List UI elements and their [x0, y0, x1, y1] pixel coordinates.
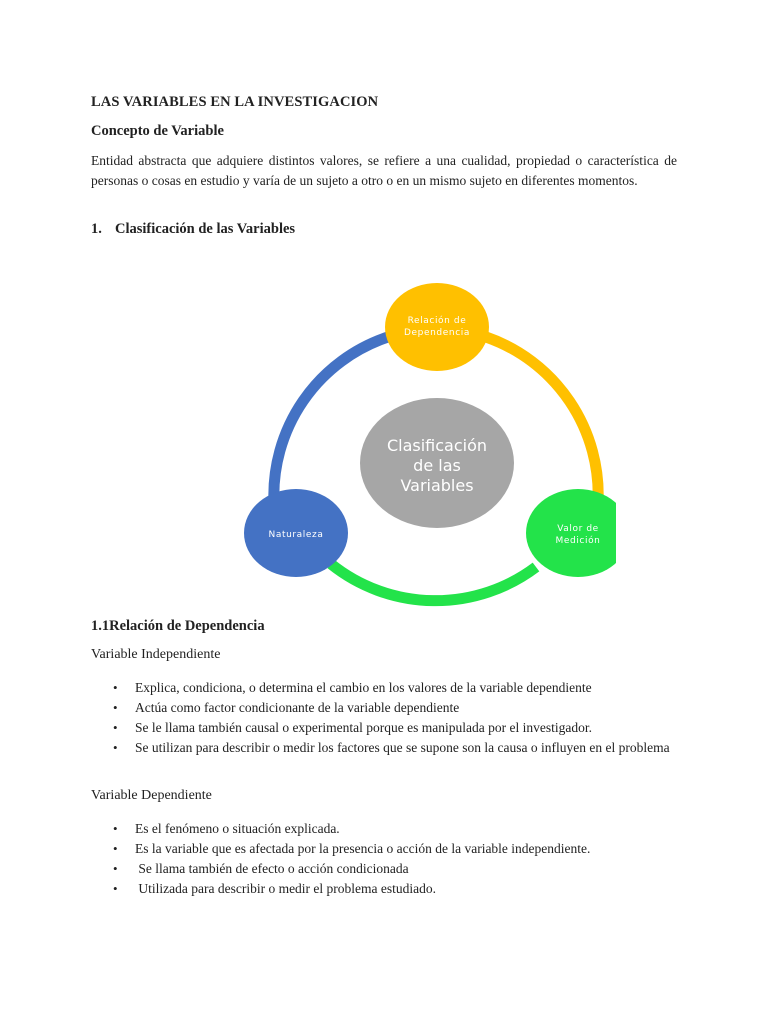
bullet-icon: • — [113, 861, 118, 876]
list-item — [91, 859, 677, 879]
list-item-text: Utilizada para describir o medir el problema estudiado. — [135, 881, 437, 896]
list-item — [91, 678, 677, 698]
section-1-heading — [91, 221, 295, 238]
bullet-icon: • — [113, 841, 118, 856]
list-item — [91, 718, 677, 738]
list-item-text: Se utilizan para describir o medir los factores que se supone son la causa o influyen en el problema — [135, 740, 670, 755]
independent-bullet-list — [91, 678, 677, 758]
list-item-text: Explica, condiciona, o determina el cambio en los valores de la variable dependiente — [135, 680, 592, 695]
bullet-icon: • — [113, 680, 118, 695]
independent-variable-label: Variable Independiente — [91, 647, 221, 662]
concept-heading: Concepto de Variable — [91, 123, 224, 139]
list-item — [91, 879, 677, 899]
list-item-text: Es el fenómeno o situación explicada. — [135, 821, 340, 836]
bullet-icon: • — [113, 881, 118, 896]
list-item — [91, 738, 677, 758]
list-item — [91, 819, 677, 839]
node-right-label-line1: Valor de — [557, 524, 599, 534]
node-relacion-dependencia — [385, 283, 489, 371]
document-title: LAS VARIABLES EN LA INVESTIGACION — [91, 94, 379, 110]
section-1-number: 1. — [91, 221, 102, 237]
bullet-icon: • — [113, 700, 118, 715]
arc-right-to-left — [331, 564, 536, 601]
node-right-label-line2: Medición — [555, 536, 601, 546]
list-item-text: Actúa como factor condicionante de la variable dependiente — [135, 700, 460, 715]
bullet-icon: • — [113, 821, 118, 836]
classification-cycle-diagram — [236, 277, 616, 607]
concept-paragraph: Entidad abstracta que adquiere distintos valores, se refiere a una cualidad, propiedad o característica de personas o cosas en estudio y varía de un sujeto a otro o en un mismo sujeto en diferentes momentos. — [91, 153, 677, 188]
bullet-icon: • — [113, 720, 118, 735]
list-item-text: Se le llama también causal o experimental porque es manipulada por el investigador. — [135, 720, 592, 735]
dependent-bullet-list — [91, 819, 677, 899]
center-label-line1: Clasificación — [386, 436, 488, 455]
bullet-icon: • — [113, 740, 118, 755]
list-item-text: Es la variable que es afectada por la presencia o acción de la variable independiente. — [135, 841, 591, 856]
list-item-text: Se llama también de efecto o acción condicionada — [135, 861, 409, 876]
list-item — [91, 839, 677, 859]
list-item — [91, 698, 677, 718]
node-top-label-line1: Relación de — [407, 316, 467, 326]
dependent-variable-label: Variable Dependiente — [91, 788, 212, 803]
node-top-label-line2: Dependencia — [404, 328, 470, 338]
center-label-line2: de las — [413, 456, 461, 475]
section-1-1-heading: 1.1Relación de Dependencia — [91, 618, 265, 634]
section-1-title: Clasificación de las Variables — [115, 221, 296, 237]
node-left-label: Naturaleza — [268, 530, 324, 540]
center-label-line3: Variables — [400, 476, 474, 495]
